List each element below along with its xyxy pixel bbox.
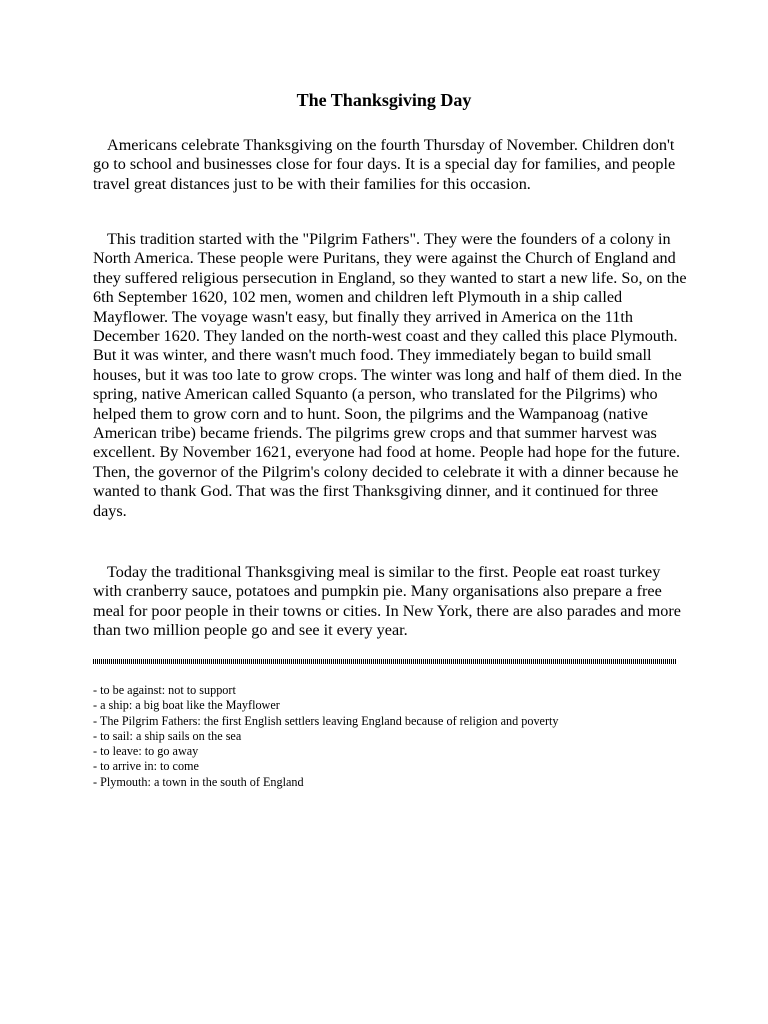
paragraph-history — [93, 230, 693, 521]
glossary-item: - to sail: a ship sails on the sea — [93, 728, 242, 743]
glossary-list — [93, 683, 713, 790]
paragraph-text: Today the traditional Thanksgiving meal is similar to the first. People eat roast turkey with cranberry sauce, potatoes and pumpkin pie. Many organisations also prepare a free meal for poor people in their towns or cities. In New York, there are also parades and more than two million people go and see it every year. — [93, 563, 681, 640]
paragraph-text: Americans celebrate Thanksgiving on the fourth Thursday of November. Children don't go to school and businesses close for four days. It is a special day for families, and people travel great distances just to be with their families for this occasion. — [93, 136, 676, 193]
paragraph-text: This tradition started with the "Pilgrim Fathers". They were the founders of a colony in North America. These people were Puritans, they were against the Church of England and they suffered religious persecution in England, so they wanted to start a new life. So, on the 6th September 1620, 102 men, women and children left Plymouth in a ship called Mayflower. The voyage wasn't easy, but finally they arrived in America on the 11th December 1620. They landed on the north-west coast and they called this place Plymouth. But it was winter, and there wasn't much food. They immediately began to build small houses, but it was too late to grow crops. The winter was long and half of them died. In the spring, native American called Squanto (a person, who translated for the Pilgrims) who helped them to grow corn and to hunt. Soon, the pilgrims and the Wampanoag (native American tribe) became friends. The pilgrims grew crops and that summer harvest was excellent. By November 1621, everyone had food at home. People had hope for the future. Then, the governor of the Pilgrim's colony decided to celebrate it with a dinner because he wanted to thank God. That was the first Thanksgiving dinner, and it continued for three days. — [93, 230, 687, 520]
glossary-item: - to leave: to go away — [93, 744, 199, 759]
glossary-item: - to arrive in: to come — [93, 759, 199, 774]
dotted-divider — [93, 659, 676, 664]
paragraph-intro — [93, 136, 693, 194]
glossary-item: - to be against: not to support — [93, 683, 236, 697]
page-title: The Thanksgiving Day — [296, 90, 472, 110]
glossary-item: - a ship: a big boat like the Mayflower — [93, 698, 280, 713]
paragraph-today — [93, 563, 693, 641]
glossary-item: - Plymouth: a town in the south of England — [93, 774, 304, 789]
glossary-item: - The Pilgrim Fathers: the first English settlers leaving England because of religion and poverty — [93, 713, 559, 728]
